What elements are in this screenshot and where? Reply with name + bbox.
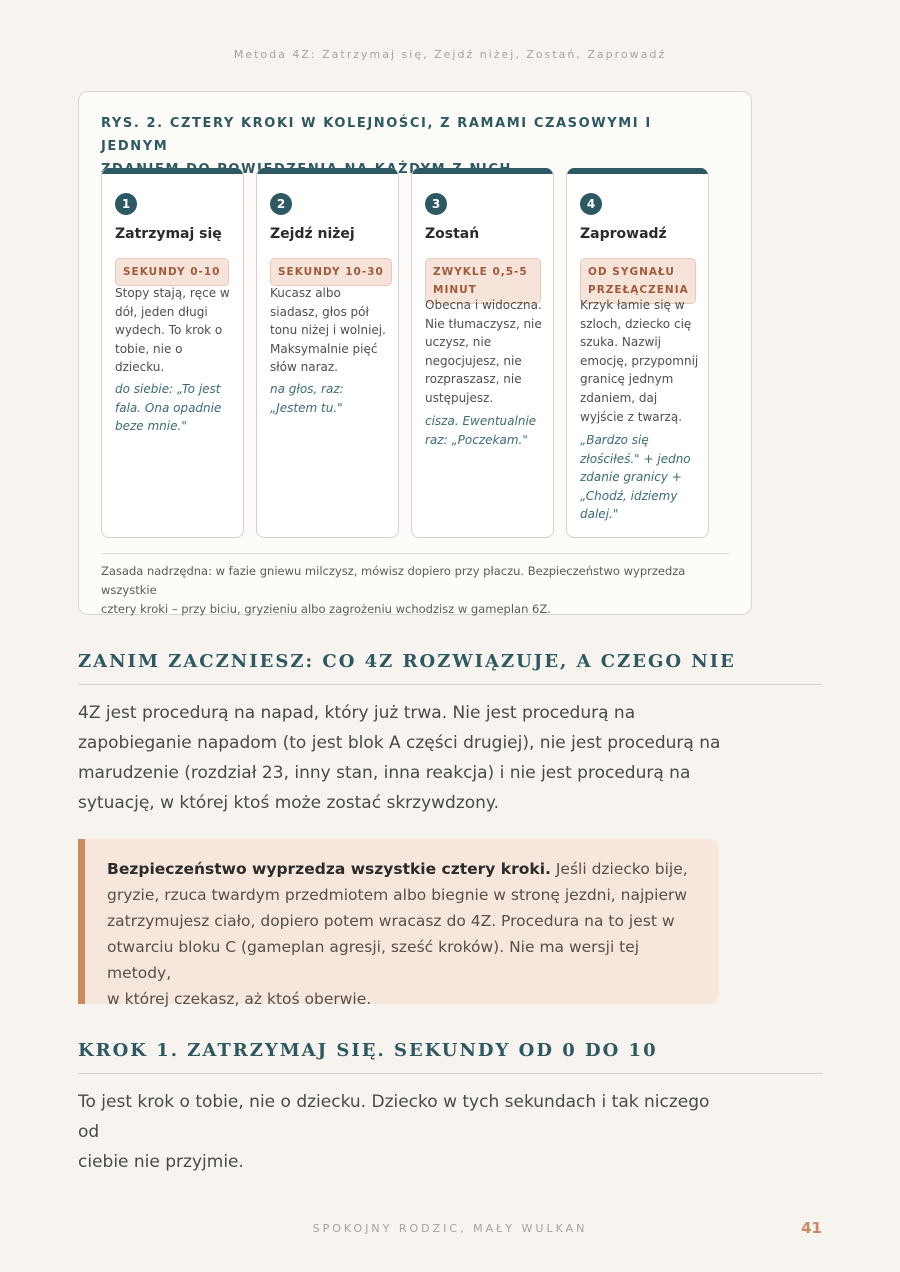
figure-divider [101, 553, 729, 554]
running-head: Metoda 4Z: Zatrzymaj się, Zejdź niżej, Zostań, Zaprowadź [233, 48, 667, 61]
step-number-badge: 4 [580, 193, 602, 215]
figure-title: RYS. 2. CZTERY KROKI W KOLEJNOŚCI, Z RAMAMI CZASOWYMI I JEDNYM KAŻDYM [101, 116, 652, 177]
time-tag: ZWYKLE 0,5-5 MINUT [425, 258, 541, 304]
step-description: Kucasz albo siadasz, głos pół tonu niżej i wolniej. Maksymalnie pięć słów naraz. [270, 286, 386, 375]
figure-four-steps [78, 91, 752, 615]
section-divider [78, 684, 822, 685]
section-paragraph: 4Z jest procedurą na napad, który już trwa. Nie jest procedurą na zapobieganie napadom (to jest blok A części drugiej), nie jest procedurą na marudzenie (rozdział 23, inny stan, inna reakcja) i nie jest procedurą na sytuację, w której ktoś może zostać skrzywdzony. [78, 703, 721, 813]
time-tag: SEKUNDY 0-10 [115, 258, 229, 286]
section-heading-before-start: ZANIM ZACZNIESZ: CO 4Z ROZWIĄZUJE, A CZEGO NIE [78, 651, 736, 672]
step-card-4 [566, 168, 709, 538]
step-card-3 [411, 168, 554, 538]
footer-book-title: SPOKOJNY RODZIC, MAŁY WULKAN [312, 1222, 588, 1235]
card-top-bar [567, 168, 708, 174]
step-title: Zejdź niżej [270, 226, 355, 242]
section-paragraph: To jest krok o tobie, nie o dziecku. Dziecko w tych sekundach i tak niczego od ciebie nie przyjmie. [78, 1092, 710, 1172]
card-top-bar [257, 168, 398, 174]
card-top-bar [412, 168, 553, 174]
time-tag: SEKUNDY 10-30 [270, 258, 392, 286]
safety-callout: Bezpieczeństwo wyprzedza wszystkie cztery kroki. Jeśli dziecko bije, gryzie, rzuca twardym przedmiotem albo biegnie w stronę jezdni, najpierw zatrzymujesz ciało, dopiero potem wracasz do 4Z. Procedura na to jest w otwarciu bloku C (gameplan agresji, sześć kroków). Nie ma wersji tej metody, w której czekasz, aż ktoś oberwie. [78, 839, 719, 1004]
step-number-badge: 2 [270, 193, 292, 215]
callout-bold-lead: Bezpieczeństwo wyprzedza wszystkie cztery kroki. [107, 860, 551, 878]
step-title: Zaprowadź [580, 226, 667, 242]
section-divider [78, 1073, 822, 1074]
figure-note: Zasada nadrzędna: w fazie gniewu milczysz, mówisz dopiero przy płaczu. Bezpieczeństwo wyprzedza wszystkie cztery kroki – przy biciu, gryzieniu albo zagrożeniu wchodzisz w gameplan 6Z. [101, 564, 686, 616]
time-tag: OD SYGNAŁU PRZEŁĄCZENIA [580, 258, 696, 304]
page-number: 41 [801, 1219, 822, 1237]
step-card-2 [256, 168, 399, 538]
step-card-1 [101, 168, 244, 538]
step-quote: „Bardzo się złościłeś." + jedno zdanie granicy + „Chodź, idziemy dalej." [580, 433, 691, 522]
card-top-bar [102, 168, 243, 174]
step-description: Krzyk łamie się w szloch, dziecko cię szuka. Nazwij emocję, przypomnij granicę jednym zdaniem, daj wyjście z twarzą. [580, 298, 699, 424]
step-number-badge: 3 [425, 193, 447, 215]
step-description: Stopy stają, ręce w dół, jeden długi wydech. To krok o tobie, nie o dziecku. [115, 286, 230, 375]
step-quote: do siebie: „To jest fala. Ona opadnie beze mnie." [115, 382, 222, 434]
step-number-badge: 1 [115, 193, 137, 215]
step-title: Zostań [425, 226, 480, 242]
step-quote: cisza. Ewentualnie raz: „Poczekam." [425, 414, 537, 447]
step-quote: na głos, raz: „Jestem tu." [270, 382, 344, 415]
step-description: Obecna i widoczna. Nie tłumaczysz, nie uczysz, nie negocjujesz, nie rozpraszasz, nie ustępujesz. [425, 298, 542, 405]
section-heading-step-1: KROK 1. ZATRZYMAJ SIĘ. SEKUNDY OD 0 DO 10 [78, 1040, 658, 1061]
step-title: Zatrzymaj się [115, 226, 222, 242]
